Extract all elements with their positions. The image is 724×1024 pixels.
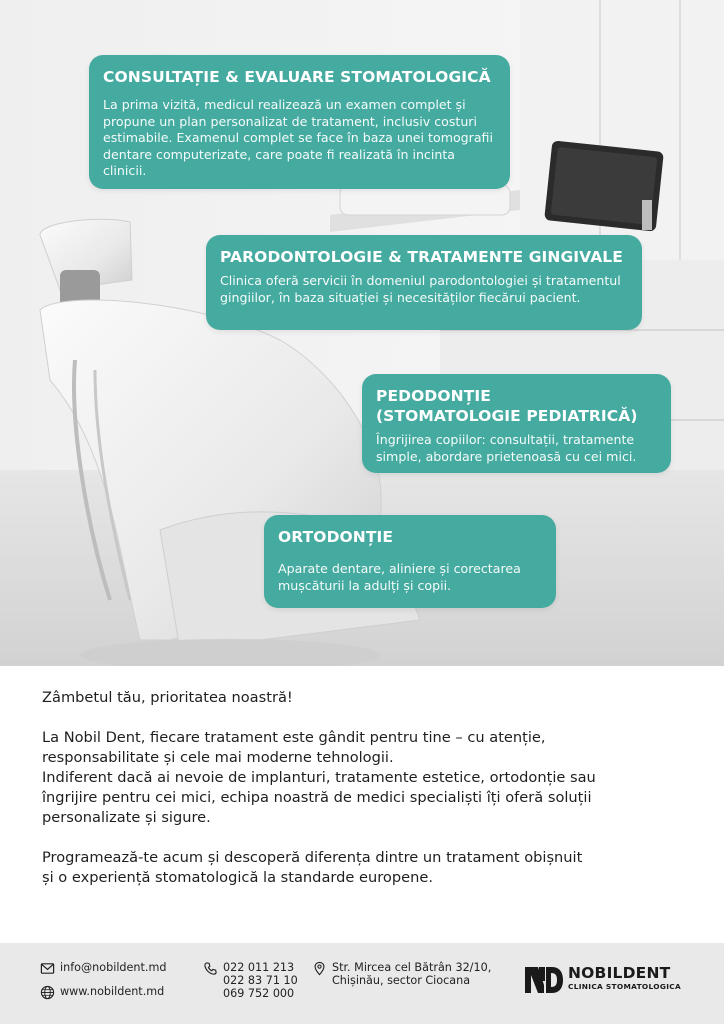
location-pin-icon — [312, 961, 327, 976]
service-description: Îngrijirea copiilor: consultații, tratamente simple, abordare prietenoasă cu cei mici. — [376, 432, 637, 464]
service-title-line1: PEDODONȚIE — [376, 387, 491, 405]
text-line: responsabilitate și cele mai moderne tehnologii. — [42, 749, 394, 766]
globe-icon — [40, 985, 55, 1000]
footer-phone-row — [203, 961, 298, 1000]
logo-name: NOBILDENT — [568, 964, 671, 982]
text-line: îngrijire pentru cei mici, echipa noastră de medici specialiști îți oferă soluții — [42, 789, 592, 806]
footer-website[interactable]: www.nobildent.md — [60, 985, 165, 998]
footer-website-row[interactable] — [40, 985, 166, 1000]
footer — [0, 943, 724, 1024]
intro-text — [42, 688, 702, 908]
mail-icon — [40, 961, 55, 976]
text-line: La Nobil Dent, fiecare tratament este gândit pentru tine – cu atenție, — [42, 729, 546, 746]
call-to-action-paragraph — [42, 848, 702, 888]
service-description: La prima vizită, medicul realizează un examen complet și propune un plan personalizat de tratament, inclusiv costuri estimabile. Examenul complet se face în baza unei tomografii dentare computerizate, care poate fi realizată în incinta clinicii. — [103, 97, 493, 179]
footer-phone-2[interactable]: 022 83 71 10 — [223, 974, 298, 987]
logo-tagline: CLINICA STOMATOLOGICA — [568, 982, 681, 991]
footer-phone-3[interactable]: 069 752 000 — [223, 987, 295, 1000]
footer-address-line2: Chișinău, sector Ciocana — [332, 974, 471, 987]
text-line: Indiferent dacă ai nevoie de implanturi, tratamente estetice, ortodonție sau — [42, 769, 596, 786]
footer-contact-online — [40, 961, 166, 1000]
service-card-periodontology — [206, 235, 642, 330]
monitor-shape — [544, 140, 664, 231]
service-title: PARODONTOLOGIE & TRATAMENTE GINGIVALE — [220, 248, 623, 266]
text-line: personalizate și sigure. — [42, 809, 211, 826]
footer-address-row — [312, 961, 491, 987]
service-title-line2: (STOMATOLOGIE PEDIATRICĂ) — [376, 407, 638, 425]
service-description: Clinica oferă servicii în domeniul parodontologiei și tratamentul gingiilor, în baza situației și necesităților fiecărui pacient. — [220, 273, 621, 305]
text-line: Programează-te acum și descoperă diferența dintre un tratament obișnuit — [42, 849, 583, 866]
logo-mark-icon — [524, 965, 564, 995]
footer-email[interactable]: info@nobildent.md — [60, 961, 167, 974]
service-description: Aparate dentare, aliniere și corectarea mușcăturii la adulți și copii. — [278, 561, 521, 593]
footer-phone-1[interactable]: 022 011 213 — [223, 961, 295, 974]
intro-paragraph — [42, 728, 702, 828]
service-title: ORTODONȚIE — [278, 528, 394, 546]
footer-address-text — [332, 961, 491, 987]
service-card-pedodontics — [362, 374, 671, 473]
phone-icon — [203, 961, 218, 976]
nobildent-logo[interactable] — [524, 963, 689, 999]
slogan: Zâmbetul tău, prioritatea noastră! — [42, 689, 293, 706]
footer-address-line1: Str. Mircea cel Bătrân 32/10, — [332, 961, 492, 974]
service-title — [376, 386, 657, 426]
service-card-orthodontics — [264, 515, 556, 608]
footer-email-row[interactable] — [40, 961, 166, 976]
text-line: și o experiență stomatologică la standarde europene. — [42, 869, 433, 886]
service-card-consultation — [89, 55, 510, 189]
footer-phones — [203, 961, 298, 1000]
service-title: CONSULTAȚIE & EVALUARE STOMATOLOGICĂ — [103, 68, 491, 86]
footer-phone-list — [223, 961, 298, 1000]
footer-address — [312, 961, 491, 987]
